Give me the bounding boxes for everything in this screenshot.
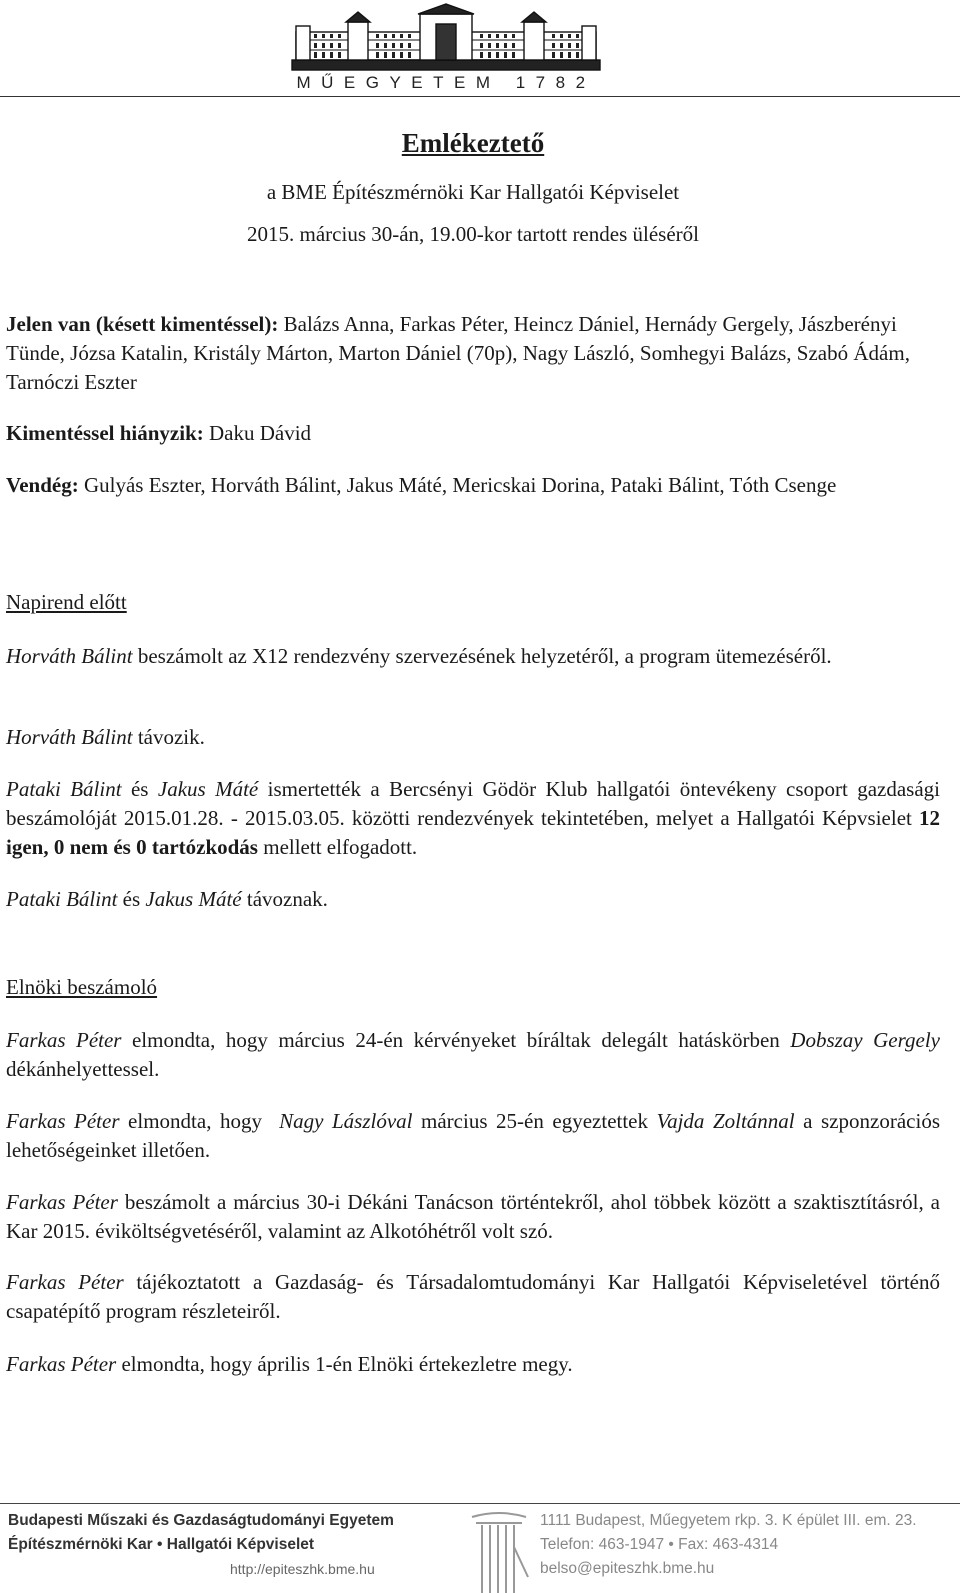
paragraph-text: beszámolt a március 30-i Dékáni Tanácson történtekről, ahol többek között a szaktisztításról, a Kar 2015. éviköltségvetéséről, valamint az Alkotóhétről volt szó. — [6, 1190, 940, 1243]
present-label: Jelen van (késett kimentéssel): — [6, 312, 279, 336]
university-building-logo — [290, 2, 602, 72]
paragraph-text: elmondta, hogy március 24-én kérvényeket bíráltak delegált hatáskörben — [121, 1028, 791, 1052]
paragraph-text: távozik. — [132, 725, 205, 749]
attendance-excused — [6, 419, 940, 448]
person-name: Farkas Péter — [6, 1352, 117, 1376]
person-name: Horváth Bálint — [6, 644, 133, 668]
napirend-paragraph-4 — [6, 885, 940, 914]
paragraph-text: távoznak. — [241, 887, 328, 911]
attendance-guests — [6, 471, 940, 500]
napirend-paragraph-1 — [6, 642, 940, 671]
napirend-paragraph-3 — [6, 775, 940, 862]
paragraph-text: mellett elfogadott. — [257, 835, 418, 859]
person-name: Farkas Péter — [6, 1270, 124, 1294]
footer-faculty-name: Építészmérnöki Kar • Hallgatói Képviselet — [8, 1536, 315, 1553]
person-name: Jakus Máté — [157, 777, 259, 801]
elnoki-paragraph-4 — [6, 1268, 940, 1326]
person-name: Pataki Bálint — [6, 887, 118, 911]
vote-result: 12 igen, 0 nem és 0 tartózkodás — [6, 806, 940, 859]
paragraph-text: március 25-én egyeztettek — [412, 1109, 657, 1133]
person-name: Farkas Péter — [6, 1028, 122, 1052]
elnoki-paragraph-5 — [6, 1350, 940, 1379]
paragraph-text: és — [121, 777, 158, 801]
header-divider — [0, 96, 960, 97]
paragraph-text: elmondta, hogy április 1-én Elnöki értekezletre megy. — [116, 1352, 573, 1376]
document-subtitle-line2: 2015. március 30-án, 19.00-kor tartott rendes üléséről — [247, 222, 699, 246]
paragraph-text: tájékoztatott a Gazdaság- és Társadalomtudományi Kar Hallgatói Képviseletével történő csapatépítő program részleteiről. — [6, 1270, 940, 1323]
footer-divider — [0, 1503, 960, 1504]
paragraph-text: elmondta, hogy — [119, 1109, 280, 1133]
elnoki-paragraph-3 — [6, 1188, 940, 1246]
document-subtitle-line1: a BME Építészmérnöki Kar Hallgatói Képviselet — [266, 180, 680, 204]
document-title: Emlékeztető — [401, 128, 545, 158]
paragraph-text: a szponzorációs lehetőségeinket illetően. — [6, 1109, 940, 1162]
footer-email-link[interactable]: belso@epiteszhk.bme.hu — [540, 1560, 715, 1577]
person-name: Farkas Péter — [6, 1109, 120, 1133]
napirend-paragraph-2 — [6, 723, 940, 752]
excused-label: Kimentéssel hiányzik: — [6, 421, 204, 445]
elnoki-paragraph-1 — [6, 1026, 940, 1084]
footer-website-link[interactable]: http://epiteszhk.bme.hu — [230, 1561, 375, 1577]
paragraph-text: dékánhelyettessel. — [6, 1057, 160, 1081]
page-header — [0, 0, 960, 98]
person-name: Horváth Bálint — [6, 725, 133, 749]
footer-contact — [540, 1509, 917, 1581]
paragraph-text: és — [117, 887, 146, 911]
guest-label: Vendég: — [6, 473, 79, 497]
elnoki-paragraph-2 — [6, 1107, 940, 1165]
guest-names: Gulyás Eszter, Horváth Bálint, Jakus Máté, Mericskai Dorina, Pataki Bálint, Tóth Csenge — [78, 473, 837, 497]
footer-phone-fax: Telefon: 463-1947 • Fax: 463-4314 — [540, 1536, 779, 1553]
paragraph-text: ismertették a Bercsényi Gödör Klub hallgatói öntevékeny csoport gazdasági beszámolóját 2015.01.28. - 2015.03.05. közötti rendezvények tekintetében, melyet a Hallgatói Képvsielet — [6, 777, 941, 830]
paragraph-text: beszámolt az X12 rendezvény szervezésének helyzetéről, a program ütemezéséről. — [132, 644, 832, 668]
page-footer — [0, 1503, 960, 1593]
footer-address: 1111 Budapest, Műegyetem rkp. 3. K épület III. em. 23. — [540, 1512, 917, 1529]
footer-university-name: Budapesti Műszaki és Gazdaságtudományi Egyetem — [8, 1512, 394, 1529]
person-name: Dobszay Gergely — [790, 1028, 940, 1052]
person-name: Nagy Lászlóval — [279, 1109, 413, 1133]
attendance-present — [6, 310, 940, 397]
person-name: Vajda Zoltánnal — [656, 1109, 795, 1133]
excused-names: Daku Dávid — [203, 421, 312, 445]
person-name: Jakus Máté — [145, 887, 242, 911]
present-names: Balázs Anna, Farkas Péter, Heincz Dániel, Hernády Gergely, Jászberényi Tünde, Józsa Katalin, Kristály Márton, Marton Dániel (70p), Nagy László, Somhegyi Balázs, Szabó Ádám, Tarnóczi Eszter — [6, 312, 910, 394]
person-name: Pataki Bálint — [6, 777, 122, 801]
column-logo-icon — [468, 1507, 530, 1593]
section-heading-elnoki: Elnöki beszámoló — [6, 975, 158, 999]
person-name: Farkas Péter — [6, 1190, 118, 1214]
section-heading-napirend: Napirend előtt — [6, 590, 127, 614]
logo-text: MŰEGYETEM 1782 — [296, 73, 596, 92]
footer-institution — [8, 1509, 394, 1581]
